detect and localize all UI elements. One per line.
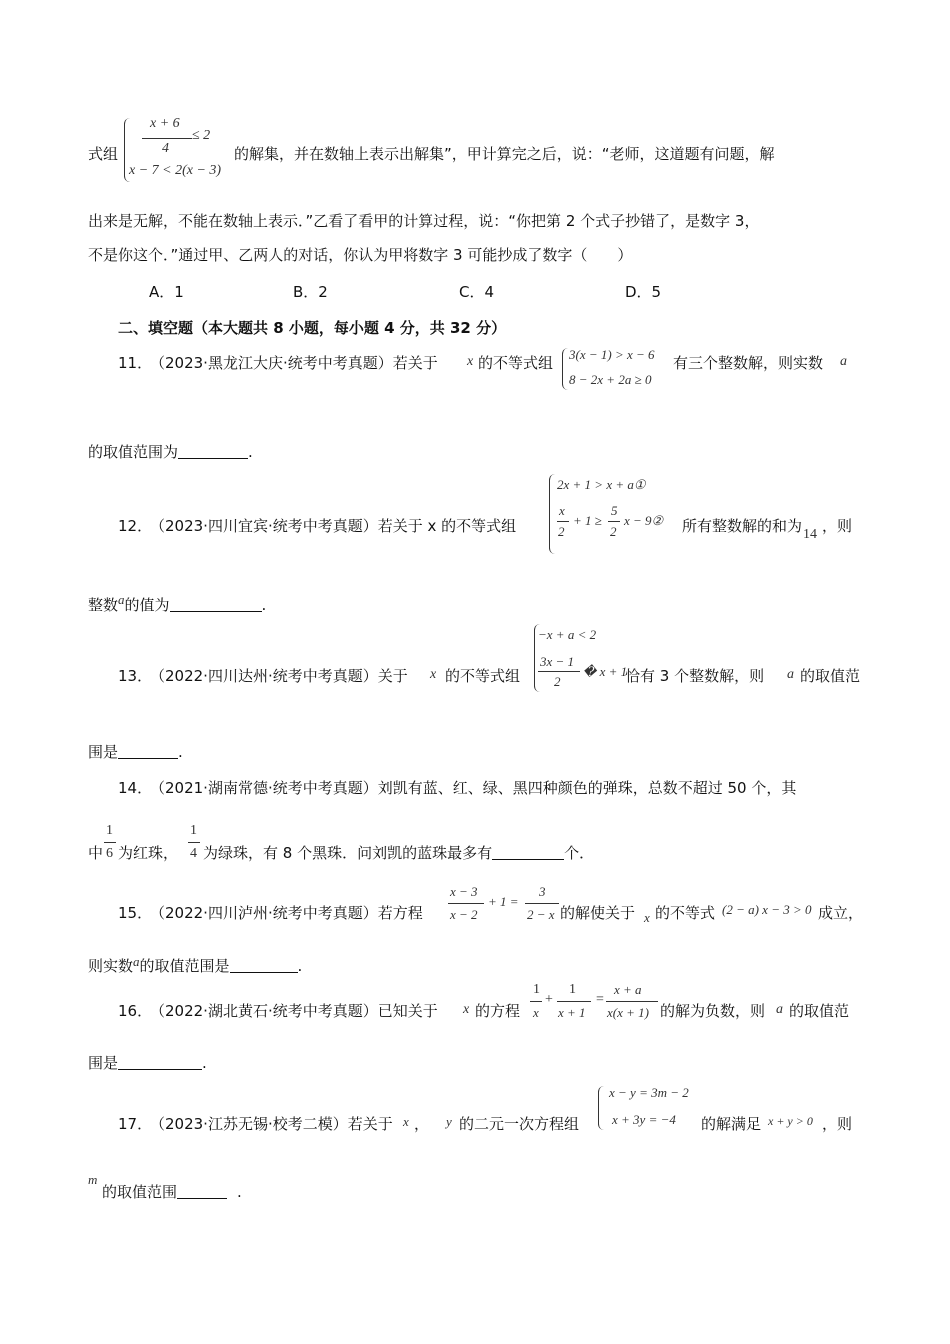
q11-number: 11． bbox=[118, 354, 153, 372]
q15-f1-num: x − 3 bbox=[450, 884, 478, 899]
q12-text2: 所有整数解的和为 bbox=[682, 517, 803, 535]
q12-line2 bbox=[88, 592, 266, 615]
q12-frac-a-bar bbox=[557, 521, 569, 522]
q11-text2: 的不等式组 bbox=[478, 354, 554, 372]
q13-text3: 恰有 3 个整数解，则 bbox=[625, 667, 765, 685]
q17-cond: x + y > 0 bbox=[768, 1114, 813, 1128]
q13-var-x: x bbox=[430, 667, 437, 682]
q16-f1-bar bbox=[530, 1001, 542, 1002]
q13-frac-bar bbox=[538, 671, 580, 672]
q12-answer-blank[interactable] bbox=[170, 595, 262, 612]
q16-var-x: x bbox=[463, 1002, 470, 1017]
q17-var-x: x bbox=[403, 1114, 409, 1129]
q14-frac2-den: 4 bbox=[190, 846, 197, 861]
option-c: C．4 bbox=[459, 283, 495, 301]
q17-var-m: m bbox=[88, 1172, 98, 1187]
q13-ineq2-rel: � x + 1 bbox=[583, 664, 628, 679]
q17-var-y: y bbox=[446, 1114, 452, 1129]
q12-ineq1: 2x + 1 > x + a① bbox=[557, 477, 646, 492]
q16-eq: = bbox=[596, 992, 604, 1007]
q11-text3: 有三个整数解，则实数 bbox=[673, 354, 824, 372]
q16-source: （2022·湖北黄石·统考中考真题）已知关于 bbox=[150, 1002, 438, 1020]
q11-ineq1: 3(x − 1) > x − 6 bbox=[569, 347, 655, 362]
q12-frac-b-num: 5 bbox=[611, 503, 618, 518]
q11-answer-blank[interactable] bbox=[178, 442, 248, 459]
prev-line2: 出来是无解，不能在数轴上表示．”乙看了看甲的计算过程，说：“你把第 2 个式子抄错了，是数字 3， bbox=[88, 212, 760, 230]
q15-f2-num: 3 bbox=[539, 884, 546, 899]
option-b: B．2 bbox=[293, 283, 328, 301]
q16-f3-bar bbox=[606, 1001, 658, 1002]
q16-f2-num: 1 bbox=[569, 982, 576, 997]
q15-f1-den: x − 2 bbox=[450, 907, 478, 922]
q15-text4: 成立， bbox=[818, 904, 864, 922]
q15-plus1: + 1 = bbox=[488, 894, 519, 909]
q14-line2 bbox=[203, 842, 594, 863]
q11-end: . bbox=[248, 443, 253, 461]
q14-mid1: 为红珠， bbox=[118, 844, 179, 862]
q14-frac2-bar bbox=[188, 842, 200, 843]
q11-line2-text: 的取值范围为 bbox=[88, 443, 179, 461]
q12-ineq2-mid: + 1 ≥ bbox=[573, 513, 602, 528]
q17-text4: ，则 bbox=[822, 1115, 853, 1133]
q12-frac-b-bar bbox=[608, 521, 620, 522]
q15-line2 bbox=[88, 954, 302, 976]
q11-source: （2023·黑龙江大庆·统考中考真题）若关于 bbox=[150, 354, 438, 372]
q16-f1-den: x bbox=[533, 1005, 539, 1020]
q13-line2-text: 围是 bbox=[88, 743, 119, 761]
ineq1-numerator: x + 6 bbox=[150, 116, 180, 131]
q17-source: （2023·江苏无锡·校考二模）若关于 bbox=[150, 1115, 393, 1133]
q12-brace bbox=[549, 474, 556, 554]
q12-line2-post: 的值为 bbox=[124, 596, 170, 614]
section-title: 二、填空题（本大题共 8 小题，每小题 4 分，共 32 分） bbox=[118, 319, 507, 337]
q16-number: 16． bbox=[118, 1002, 153, 1020]
q14-frac1-num: 1 bbox=[106, 823, 113, 838]
q14-answer-blank[interactable] bbox=[492, 843, 564, 860]
q12-line2-pre: 整数 bbox=[88, 596, 119, 614]
fraction-bar bbox=[142, 138, 192, 139]
q12-sum: 14 bbox=[803, 527, 817, 542]
q13-source: （2022·四川达州·统考中考真题）关于 bbox=[150, 667, 408, 685]
q16-line2-text: 围是 bbox=[88, 1054, 119, 1072]
q12-end: . bbox=[261, 596, 267, 614]
q14-frac1-bar bbox=[104, 842, 116, 843]
q16-plus: + bbox=[545, 992, 553, 1007]
q16-text4: 的取值范 bbox=[789, 1002, 850, 1020]
ineq2: x − 7 < 2(x − 3) bbox=[129, 163, 222, 178]
q16-f2-den: x + 1 bbox=[558, 1005, 586, 1020]
q17-line2-text: 的取值范围 bbox=[102, 1183, 178, 1201]
q12-var-a: a bbox=[118, 592, 125, 607]
q15-answer-blank[interactable] bbox=[230, 956, 298, 973]
q16-answer-blank[interactable] bbox=[118, 1053, 202, 1070]
q15-text2: 的解使关于 bbox=[560, 904, 636, 922]
q16-text3: 的解为负数，则 bbox=[660, 1002, 766, 1020]
q15-source: （2022·四川泸州·统考中考真题）若方程 bbox=[150, 904, 423, 922]
q16-f3-num: x + a bbox=[614, 982, 642, 997]
q14-frac2-num: 1 bbox=[190, 823, 197, 838]
q16-line2 bbox=[88, 1052, 207, 1073]
q15-f2-bar bbox=[525, 903, 559, 904]
q16-f2-bar bbox=[557, 1001, 591, 1002]
q15-text3: 的不等式 bbox=[655, 904, 716, 922]
q15-var-x: x bbox=[644, 910, 650, 925]
q17-text2: 的二元一次方程组 bbox=[459, 1115, 580, 1133]
q15-ineq: (2 − a) x − 3 > 0 bbox=[722, 902, 812, 917]
q12-number: 12． bbox=[118, 517, 153, 535]
q11-brace bbox=[562, 348, 568, 390]
q12-text3: ，则 bbox=[822, 517, 853, 535]
q17-end: . bbox=[237, 1183, 242, 1201]
q15-line2-post: 的取值范围是 bbox=[139, 957, 230, 975]
q14-end: 个． bbox=[564, 844, 595, 862]
q12-source: （2023·四川宜宾·统考中考真题）若关于 x 的不等式组 bbox=[150, 517, 517, 535]
q13-frac-num: 3x − 1 bbox=[540, 654, 575, 669]
q17-eq2: x + 3y = −4 bbox=[612, 1112, 676, 1127]
q13-answer-blank[interactable] bbox=[118, 742, 178, 759]
q14-line1: （2021·湖南常德·统考中考真题）刘凯有蓝、红、绿、黑四种颜色的弹珠，总数不超过 50 个，其 bbox=[150, 779, 797, 797]
prev-line1-rest: 的解集，并在数轴上表示出解集”，甲计算完之后，说：“老师，这道题有问题，解 bbox=[234, 145, 775, 163]
q13-ineq1: −x + a < 2 bbox=[538, 627, 597, 642]
q14-number: 14． bbox=[118, 779, 153, 797]
q12-frac-b-den: 2 bbox=[610, 524, 617, 539]
option-a: A．1 bbox=[149, 283, 184, 301]
q16-var-a: a bbox=[776, 1002, 783, 1017]
q15-end: . bbox=[297, 957, 303, 975]
q13-text4: 的取值范 bbox=[800, 667, 861, 685]
q17-answer-blank[interactable] bbox=[177, 1182, 227, 1199]
q16-text2: 的方程 bbox=[475, 1002, 521, 1020]
q15-f2-den: 2 − x bbox=[527, 907, 555, 922]
q16-f1-num: 1 bbox=[533, 982, 540, 997]
q16-end: . bbox=[202, 1054, 207, 1072]
q15-number: 15． bbox=[118, 904, 153, 922]
q11-var-a: a bbox=[840, 354, 847, 369]
q15-var-a: a bbox=[133, 954, 140, 969]
prev-prefix: 式组 bbox=[88, 145, 119, 163]
q13-frac-den: 2 bbox=[554, 674, 561, 689]
q14-pre: 中 bbox=[88, 844, 104, 862]
q13-text2: 的不等式组 bbox=[445, 667, 521, 685]
q16-f3-den: x(x + 1) bbox=[607, 1005, 649, 1020]
ineq1-denominator: 4 bbox=[162, 141, 169, 156]
q13-var-a: a bbox=[787, 667, 794, 682]
q17-line2 bbox=[102, 1181, 242, 1202]
q15-line2-pre: 则实数 bbox=[88, 957, 134, 975]
q13-end: . bbox=[178, 743, 183, 761]
q12-frac-a-num: x bbox=[559, 503, 565, 518]
q12-ineq2-tail: x − 9② bbox=[624, 513, 664, 528]
q17-text3: 的解满足 bbox=[701, 1115, 762, 1133]
option-d: D．5 bbox=[625, 283, 662, 301]
prev-line3: 不是你这个．”通过甲、乙两人的对话，你认为甲将数字 3 可能抄成了数字（ ） bbox=[88, 246, 633, 264]
ineq1-relation: ≤ 2 bbox=[192, 128, 211, 143]
q12-frac-a-den: 2 bbox=[558, 524, 565, 539]
q17-eq1: x − y = 3m − 2 bbox=[609, 1085, 689, 1100]
q15-f1-bar bbox=[448, 903, 484, 904]
q17-number: 17． bbox=[118, 1115, 153, 1133]
q11-ineq2: 8 − 2x + 2a ≥ 0 bbox=[569, 372, 652, 387]
q14-mid2: 为绿珠，有 8 个黑珠．问刘凯的蓝珠最多有 bbox=[203, 844, 493, 862]
q13-line2 bbox=[88, 741, 183, 762]
q11-var-x: x bbox=[467, 354, 474, 369]
q13-number: 13． bbox=[118, 667, 153, 685]
q11-line2 bbox=[88, 441, 253, 462]
q14-frac1-den: 6 bbox=[106, 846, 113, 861]
q17-brace bbox=[598, 1086, 604, 1130]
q17-comma: ， bbox=[414, 1115, 430, 1133]
